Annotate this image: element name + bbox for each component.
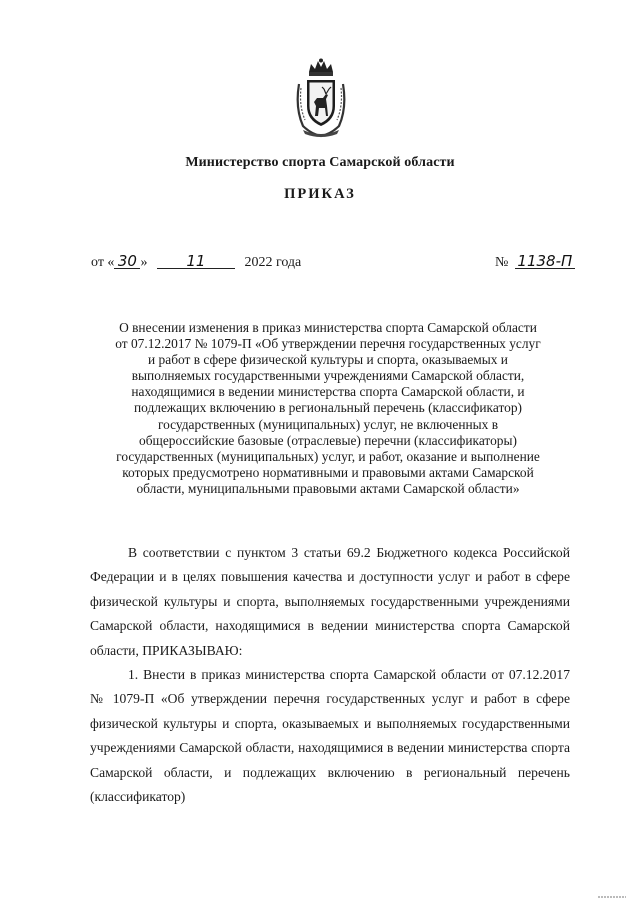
date-day: 30 bbox=[114, 254, 140, 269]
subject-line: общероссийские базовые (отраслевые) перечни (классификаторы) bbox=[139, 432, 517, 448]
subject-line: находящимися в ведении министерства спорта Самарской области, и bbox=[131, 384, 525, 400]
order-date bbox=[91, 254, 301, 271]
date-mid: » bbox=[140, 255, 148, 270]
subject-line: государственных (муниципальных) услуг, не включенных в bbox=[157, 416, 499, 432]
scan-edge-mark bbox=[598, 894, 626, 900]
date-prefix: от « bbox=[91, 255, 115, 270]
number-value: 1138-П bbox=[515, 254, 575, 269]
document-type-title: ПРИКАЗ bbox=[284, 186, 356, 202]
order-body bbox=[90, 541, 570, 809]
number-prefix: № bbox=[495, 255, 509, 270]
preamble-paragraph: В соответствии с пунктом 3 статьи 69.2 Бюджетного кодекса Российской Федерации и в целях повышения качества и доступности услуг и работ в сфере физической культуры и спорта, выполняемых государственными учреждениями Самарской области, находящимися в ведении министерства спорта Самарской области, ПРИКАЗЫВАЮ: bbox=[90, 545, 570, 658]
order-subject bbox=[86, 320, 570, 497]
subject-line: государственных (муниципальных) услуг, и работ, оказание и выполнение bbox=[116, 448, 540, 464]
subject-line: выполняемых государственными учреждениями Самарской области, bbox=[131, 368, 525, 384]
subject-line: от 07.12.2017 № 1079-П «Об утверждении перечня государственных услуг bbox=[115, 336, 541, 352]
subject-line: О внесении изменения в приказ министерства спорта Самарской области bbox=[119, 320, 537, 335]
subject-line: и работ в сфере физической культуры и спорта, оказываемых и bbox=[148, 352, 508, 368]
date-month: 11 bbox=[157, 254, 235, 269]
subject-line: подлежащих включению в региональный перечень (классификатор) bbox=[134, 400, 522, 416]
samara-coat-of-arms-icon bbox=[293, 58, 349, 138]
date-year: 2022 года bbox=[244, 255, 302, 270]
order-number bbox=[495, 254, 575, 271]
subject-line: области, муниципальными правовыми актами Самарской области» bbox=[136, 480, 520, 496]
item-1-paragraph: 1. Внести в приказ министерства спорта Самарской области от 07.12.2017 № 1079-П «Об утверждении перечня государственных услуг и работ в сфере физической культуры и спорта, оказываемых и выполняемых государственными учреждениями Самарской области, находящимися в ведении министерства спорта Самарской области, и подлежащих включению в региональный перечень (классификатор) bbox=[90, 667, 570, 805]
subject-line: которых предусмотрено нормативными и правовыми актами Самарской bbox=[122, 464, 534, 480]
ministry-name: Министерство спорта Самарской области bbox=[185, 155, 455, 170]
